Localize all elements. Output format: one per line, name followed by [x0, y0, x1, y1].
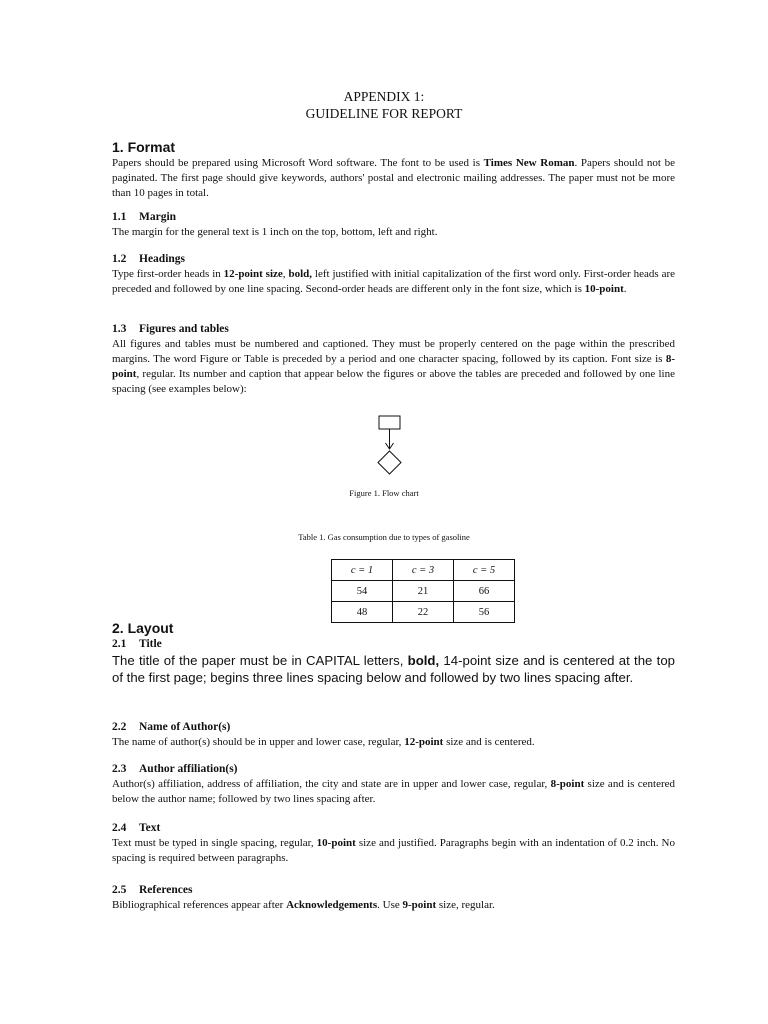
headings-text: Type first-order heads in 12-point size, bold, left justified with initial capitalization of the first word only. First-order heads are preceded and followed by one line spacing. Second-order heads are different only in the font size, which is 10-point. — [112, 268, 675, 295]
text-subsection — [112, 821, 675, 866]
table-caption: Table 1. Gas consumption due to types of gasoline — [298, 532, 470, 542]
affiliation-heading: 2.3 Author affiliation(s) — [112, 763, 238, 775]
figure-caption: Figure 1. Flow chart — [349, 488, 419, 498]
layout-heading: 2. Layout — [112, 620, 174, 636]
affiliation-text: Author(s) affiliation, address of affiliation, the city and state are in upper and lower case, regular, 8-point size and is centered below the author name; followed by two lines spacing after. — [112, 778, 675, 805]
figures-text: All figures and tables must be numbered and captioned. They must be properly centered on the page within the prescribed margins. The word Figure or Table is preceded by a period and one character spacing, followed by its caption. Font size is 8-point, regular. Its number and caption that appear below the figures or above the tables are preceded and followed by one line spacing (see examples below): — [112, 338, 675, 395]
table-header-cell: c = 3 — [393, 560, 454, 581]
document-title — [0, 88, 768, 122]
layout-section — [112, 620, 675, 686]
flow-chart-decision-diamond — [378, 451, 401, 474]
table-cell: 66 — [454, 581, 515, 602]
flow-chart-process-box — [379, 416, 400, 429]
format-section — [112, 139, 675, 201]
margin-text: The margin for the general text is 1 inch on the top, bottom, left and right. — [112, 226, 438, 238]
affiliation-subsection — [112, 762, 675, 807]
author-subsection — [112, 720, 675, 750]
table-header-row — [332, 560, 515, 581]
text-heading: 2.4 Text — [112, 822, 161, 834]
gas-consumption-table — [331, 559, 515, 623]
table-row — [332, 581, 515, 602]
table-header-cell: c = 5 — [454, 560, 515, 581]
table-cell: 21 — [393, 581, 454, 602]
text-rules: Text must be typed in single spacing, regular, 10-point size and justified. Paragraphs begin with an indentation of 0.2 inch. No spacing is required between paragraphs. — [112, 837, 675, 864]
appendix-label: APPENDIX 1: — [343, 89, 425, 104]
format-heading: 1. Format — [112, 139, 176, 155]
headings-subsection — [112, 252, 675, 297]
figures-heading: 1.3 Figures and tables — [112, 323, 229, 335]
title-text: The title of the paper must be in CAPITAL letters, bold, 14-point size and is centered at the top of the first page; begins three lines spacing below and followed by two lines spacing after. — [112, 653, 675, 685]
table-header-cell: c = 1 — [332, 560, 393, 581]
headings-heading: 1.2 Headings — [112, 253, 186, 265]
guideline-title: GUIDELINE FOR REPORT — [305, 106, 463, 121]
references-text: Bibliographical references appear after Acknowledgements. Use 9-point size, regular. — [112, 899, 495, 911]
format-paragraph: Papers should be prepared using Microsoft Word software. The font to be used is Times New Roman. Papers should not be paginated. The first page should give keywords, authors' postal and electronic mailing addresses. The paper must not be more than 10 pages in total. — [112, 157, 675, 199]
table-cell: 22 — [393, 602, 454, 623]
flow-chart-figure — [368, 414, 412, 476]
table-cell: 54 — [332, 581, 393, 602]
margin-heading: 1.1 Margin — [112, 211, 177, 223]
references-subsection — [112, 883, 675, 913]
table-cell: 56 — [454, 602, 515, 623]
references-heading: 2.5 References — [112, 884, 193, 896]
title-heading: 2.1 Title — [112, 638, 162, 650]
figures-subsection — [112, 322, 675, 397]
table-cell: 48 — [332, 602, 393, 623]
margin-subsection — [112, 210, 675, 240]
author-text: The name of author(s) should be in upper and lower case, regular, 12-point size and is centered. — [112, 736, 535, 748]
author-heading: 2.2 Name of Author(s) — [112, 721, 231, 733]
